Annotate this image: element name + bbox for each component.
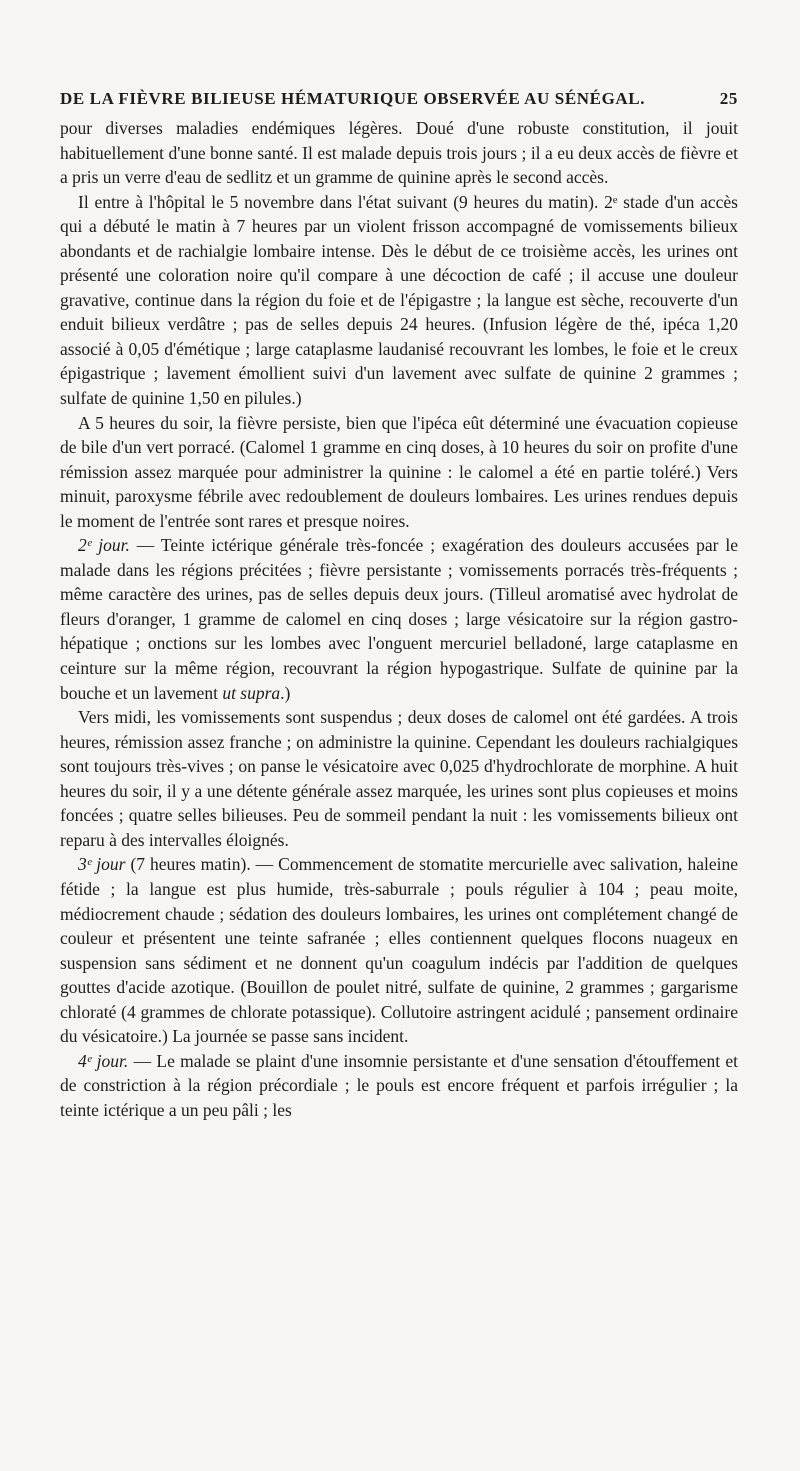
paragraph-text: (7 heures matin). — Commencement de stomatite mercurielle avec salivation, haleine fétide ; la langue est plus humide, très-saburrale ; pouls régulier à 104 ; peau moite, médiocrement chaude ; sédation des douleurs lombaires, les urines ont complétement changé de couleur et présentent une teinte safranée ; elles contiennent quelques flocons nuageux en suspension sans sédiment et ne donnent qu'un coagulum indécis par l'addition de quelques gouttes d'acide azotique. (Bouillon de poulet nitré, sulfate de quinine, 2 grammes ; gargarisme chloraté (4 grammes de chlorate potassique). Collutoire astringent acidulé ; pansement ordinaire du vésicatoire.) La journée se passe sans incident. bbox=[60, 854, 738, 1047]
day-heading: 2ᵉ jour. bbox=[78, 535, 130, 556]
paragraph bbox=[60, 116, 738, 190]
paragraph-text: pour diverses maladies endémiques légères. Doué d'une robuste constitution, il jouit habituellement d'une bonne santé. Il est malade depuis trois jours ; il a eu deux accès de fièvre et a pris un verre d'eau de sedlitz et un gramme de quinine après le second accès. bbox=[60, 118, 738, 188]
paragraph bbox=[60, 411, 738, 534]
paragraph bbox=[60, 852, 738, 1048]
day-heading: 3ᵉ jour bbox=[78, 854, 126, 875]
paragraph-text: — Teinte ictérique générale très-foncée ; exagération des douleurs accusées par le malade dans les régions précitées ; fièvre persistante ; vomissements porracés très-fréquents ; même caractère des urines, pas de selles depuis deux jours. (Tilleul aromatisé avec hydrolat de fleurs d'oranger, 1 gramme de calomel en cinq doses ; large vésicatoire sur la région gastro-hépatique ; onctions sur les lombes avec l'onguent mercuriel belladoné, large cataplasme en ceinture sur la même région, recouvrant la région hypogastrique. Sulfate de quinine par la bouche et un lavement bbox=[60, 535, 738, 703]
paragraph bbox=[60, 190, 738, 411]
day-heading: 4ᵉ jour. bbox=[78, 1050, 129, 1071]
paragraph-text: .) bbox=[280, 682, 291, 703]
paragraph-text: Il entre à l'hôpital le 5 novembre dans l'état suivant (9 heures du matin). 2ᵉ stade d'un accès qui a débuté le matin à 7 heures par un violent frisson accompagné de vomissements bilieux abondants et de rachialgie lombaire intense. Dès le début de ce troisième accès, les urines ont présenté une coloration noire qu'il compare à une décoction de café ; il accuse une douleur gravative, continue dans la région du foie et de l'épigastre ; la langue est sèche, recouverte d'un enduit bilieux verdâtre ; pas de selles depuis 24 heures. (Infusion légère de thé, ipéca 1,20 associé à 0,05 d'émétique ; large cataplasme laudanisé recouvrant les lombes, le foie et le creux épigastrique ; lavement émollient suivi d'un lavement avec sulfate de quinine 2 grammes ; sulfate de quinine 1,50 en pilules.) bbox=[60, 191, 738, 409]
paragraph-text: — Le malade se plaint d'une insomnie persistante et d'une sensation d'étouffement et de constriction à la région précordiale ; le pouls est encore fréquent et parfois irrégulier ; la teinte ictérique a un peu pâli ; les bbox=[60, 1050, 739, 1120]
paragraph bbox=[60, 533, 738, 705]
paragraph bbox=[60, 1049, 738, 1123]
body-text bbox=[60, 116, 738, 1122]
page-number: 25 bbox=[719, 89, 738, 108]
italic-remark: ut supra bbox=[222, 682, 281, 703]
running-header bbox=[60, 88, 738, 110]
paragraph-text: A 5 heures du soir, la fièvre persiste, bien que l'ipéca eût déterminé une évacuation copieuse de bile d'un vert porracé. (Calomel 1 gramme en cinq doses, à 10 heures du soir on profite d'une rémission assez marquée pour administrer la quinine : le calomel a été en partie toléré.) Vers minuit, paroxysme fébrile avec redoublement de douleurs lombaires. Les urines rendues depuis le moment de l'entrée sont rares et presque noires. bbox=[60, 412, 738, 531]
paragraph-text: Vers midi, les vomissements sont suspendus ; deux doses de calomel ont été gardées. A trois heures, rémission assez franche ; on administre la quinine. Cependant les douleurs rachialgiques sont toujours très-vives ; on panse le vésicatoire avec 0,025 d'hydrochlorate de morphine. A huit heures du soir, il y a une détente générale assez marquée, les urines sont plus copieuses et moins foncées ; quatre selles bilieuses. Peu de sommeil pendant la nuit : les vomissements bilieux ont reparu à des intervalles éloignés. bbox=[60, 707, 738, 850]
paragraph bbox=[60, 705, 738, 852]
running-header-title: DE LA FIÈVRE BILIEUSE HÉMATURIQUE OBSERVÉE AU SÉNÉGAL. bbox=[60, 89, 646, 108]
